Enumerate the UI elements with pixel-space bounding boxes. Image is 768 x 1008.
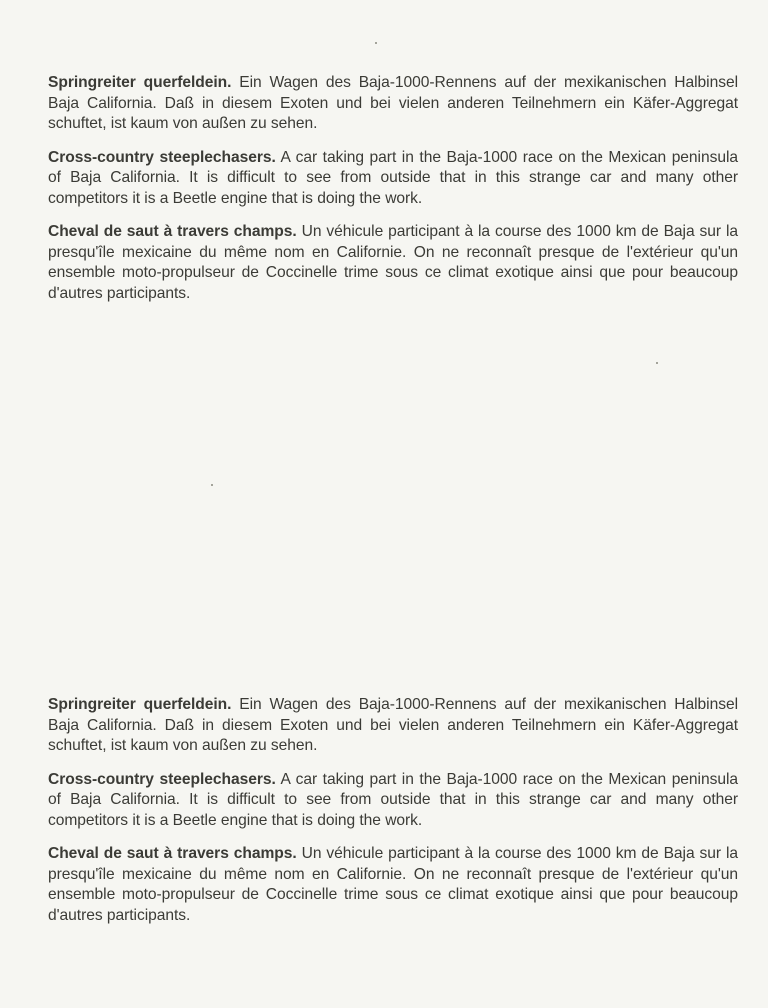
caption-english-lead: Cross-country steeplechasers. [48, 770, 276, 788]
caption-german-text: Ein Wagen des Baja-1000-Rennens auf der mexikanischen Halbinsel Baja California. Daß in diesem Exoten und bei vielen anderen Teilnehmern ein Käfer-Aggregat schuftet, ist kaum von außen zu sehen. [48, 74, 738, 132]
caption-french [48, 222, 738, 304]
caption-french [48, 844, 738, 926]
caption-english-lead: Cross-country steeplechasers. [48, 148, 276, 166]
caption-french-text: Un véhicule participant à la course des 1000 km de Baja sur la presqu'île mexicaine du même nom en Californie. On ne reconnaît presque de l'extérieur qu'un ensemble moto-propulseur de Coccinelle trime sous ce climat exotique ainsi que pour beaucoup d'autres participants. [48, 845, 739, 924]
caption-block-bottom [48, 695, 738, 939]
caption-german-lead: Springreiter querfeldein. [48, 74, 232, 91]
caption-german [48, 695, 738, 757]
dust-speck [656, 362, 658, 364]
caption-german-text: Ein Wagen des Baja-1000-Rennens auf der mexikanischen Halbinsel Baja California. Daß in diesem Exoten und bei vielen anderen Teilnehmern ein Käfer-Aggregat schuftet, ist kaum von außen zu sehen. [48, 696, 738, 754]
caption-english-text: A car taking part in the Baja-1000 race on the Mexican peninsula of Baja California. It is difficult to see from outside that in this strange car and many other competitors it is a Beetle engine that is doing the work. [48, 770, 738, 829]
dust-speck [211, 484, 213, 486]
caption-english [48, 148, 738, 210]
caption-french-lead: Cheval de saut à travers champs. [48, 845, 297, 862]
caption-french-text: Un véhicule participant à la course des 1000 km de Baja sur la presqu'île mexicaine du même nom en Californie. On ne reconnaît presque de l'extérieur qu'un ensemble moto-propulseur de Coccinelle trime sous ce climat exotique ainsi que pour beaucoup d'autres participants. [48, 223, 739, 302]
caption-english [48, 770, 738, 832]
caption-german-lead: Springreiter querfeldein. [48, 696, 232, 713]
caption-french-lead: Cheval de saut à travers champs. [48, 223, 297, 240]
caption-english-text: A car taking part in the Baja-1000 race on the Mexican peninsula of Baja California. It is difficult to see from outside that in this strange car and many other competitors it is a Beetle engine that is doing the work. [48, 148, 738, 207]
caption-german [48, 73, 738, 135]
caption-block-top [48, 73, 738, 317]
dust-speck [375, 42, 377, 44]
